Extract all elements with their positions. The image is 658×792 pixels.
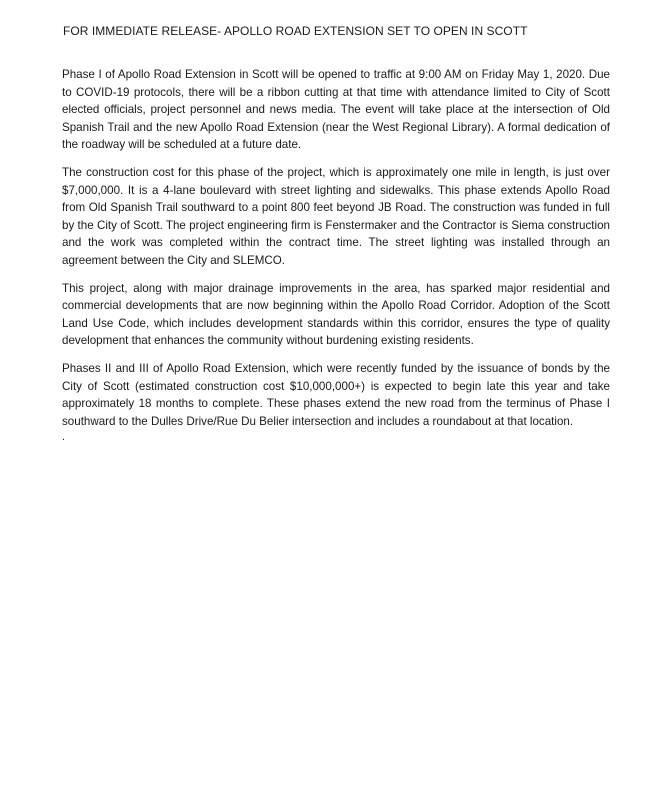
press-release-headline: FOR IMMEDIATE RELEASE- APOLLO ROAD EXTENSION SET TO OPEN IN SCOTT xyxy=(63,24,528,38)
paragraph-future-phases: Phases II and III of Apollo Road Extension, which were recently funded by the issuance of bonds by the City of Scott (estimated construction cost $10,000,000+) is expected to begin late this year and take approximately 18 months to complete. These phases extend the new road from the terminus of Phase I southward to the Dulles Drive/Rue Du Belier intersection and includes a roundabout at that location. xyxy=(62,361,610,428)
press-release-body xyxy=(62,66,610,440)
trailing-period-mark: . xyxy=(62,431,66,443)
paragraph-development-impact: This project, along with major drainage improvements in the area, has sparked major residential and commercial developments that are now beginning within the Apollo Road Corridor. Adoption of the Scott Land Use Code, which includes development standards within this corridor, ensures the type of quality development that enhances the community without burdening existing residents. xyxy=(62,281,610,348)
paragraph-construction-cost: The construction cost for this phase of the project, which is approximately one mile in length, is just over $7,000,000. It is a 4-lane boulevard with street lighting and sidewalks. This phase extends Apollo Road from Old Spanish Trail southward to a point 800 feet beyond JB Road. The construction was funded in full by the City of Scott. The project engineering firm is Fenstermaker and the Contractor is Siema construction and the work was completed within the contract time. The street lighting was installed through an agreement between the City and SLEMCO. xyxy=(62,165,610,267)
paragraph-opening-announcement: Phase I of Apollo Road Extension in Scott will be opened to traffic at 9:00 AM on Friday May 1, 2020. Due to COVID-19 protocols, there will be a ribbon cutting at that time with attendance limited to City of Scott elected officials, project personnel and news media. The event will take place at the intersection of Old Spanish Trail and the new Apollo Road Extension (near the West Regional Library). A formal dedication of the roadway will be scheduled at a future date. xyxy=(62,68,610,152)
